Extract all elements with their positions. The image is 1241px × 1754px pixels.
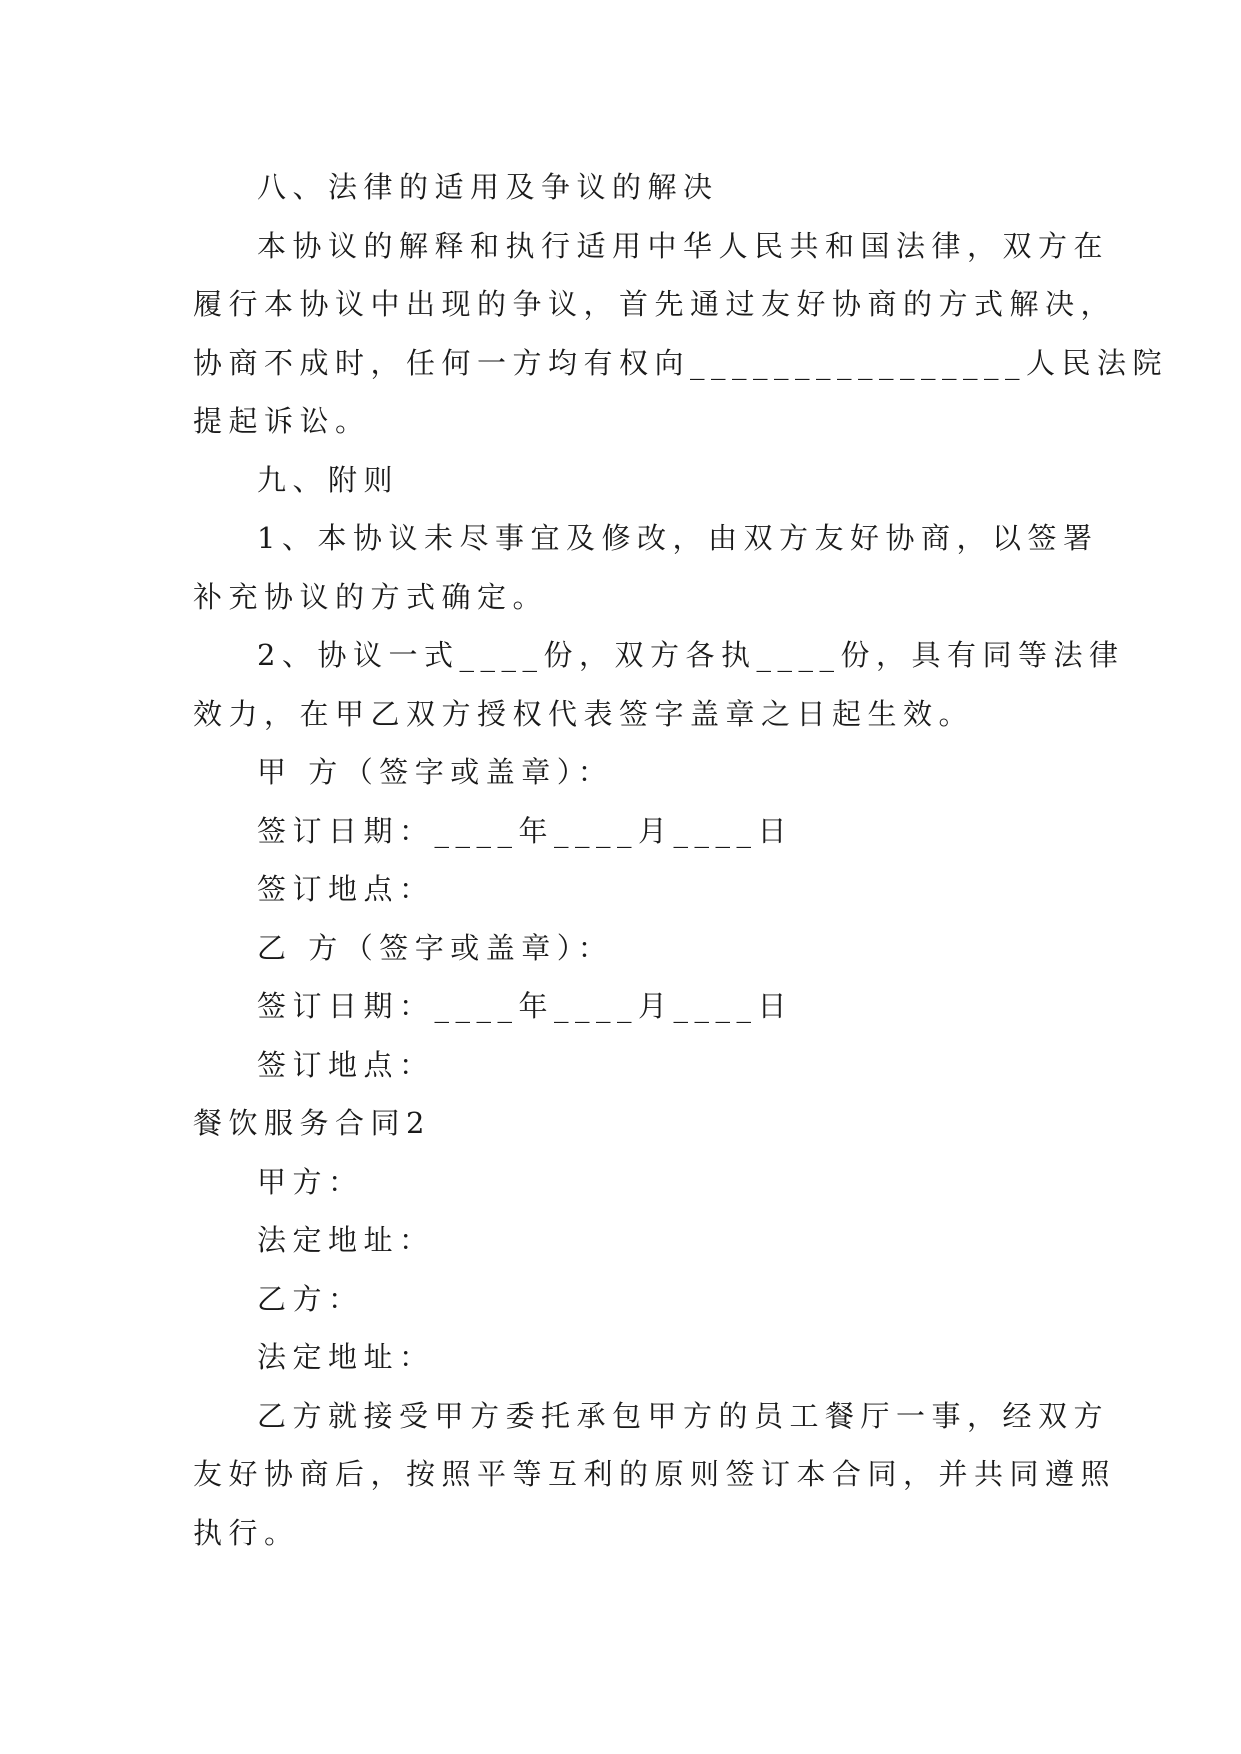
- paragraph-line: 1、本协议未尽事宜及修改，由双方友好协商，以签署: [257, 521, 1099, 555]
- paragraph-line: 效力，在甲乙双方授权代表签字盖章之日起生效。: [193, 696, 975, 731]
- section-heading-law: 八、法律的适用及争议的解决: [257, 170, 719, 204]
- section-heading-appendix: 九、附则: [257, 462, 400, 497]
- party-a-signature-line: 甲 方（签字或盖章）：: [257, 755, 614, 789]
- party-b-sign-place: 签订地点：: [257, 1047, 435, 1082]
- contract-title: 餐饮服务合同2: [193, 1106, 431, 1140]
- party-b-label: 乙方：: [257, 1281, 364, 1316]
- paragraph-line: 提起诉讼。: [193, 404, 371, 438]
- party-b-signature-line: 乙 方（签字或盖章）：: [257, 930, 614, 965]
- paragraph-line: 执行。: [193, 1515, 300, 1550]
- party-a-label: 甲方：: [257, 1164, 364, 1199]
- party-a-sign-date: 签订日期：____年____月____日: [257, 813, 794, 848]
- party-a-address-label: 法定地址：: [257, 1223, 435, 1257]
- paragraph-line: 友好协商后，按照平等互利的原则签订本合同，并共同遵照: [193, 1457, 1117, 1491]
- paragraph-line: 乙方就接受甲方委托承包甲方的员工餐厅一事，经双方: [257, 1398, 1110, 1433]
- party-a-sign-place: 签订地点：: [257, 872, 435, 906]
- paragraph-line: 本协议的解释和执行适用中华人民共和国法律，双方在: [257, 228, 1110, 263]
- document-body: [193, 158, 1169, 1562]
- paragraph-line: 补充协议的方式确定。: [193, 579, 549, 614]
- paragraph-line: 协商不成时，任何一方均有权向________________人民法院: [193, 345, 1169, 380]
- party-b-sign-date: 签订日期：____年____月____日: [257, 989, 794, 1023]
- party-b-address-label: 法定地址：: [257, 1340, 435, 1374]
- paragraph-line: 履行本协议中出现的争议，首先通过友好协商的方式解决，: [193, 287, 1117, 321]
- paragraph-line: 2、协议一式____份，双方各执____份，具有同等法律: [257, 638, 1125, 672]
